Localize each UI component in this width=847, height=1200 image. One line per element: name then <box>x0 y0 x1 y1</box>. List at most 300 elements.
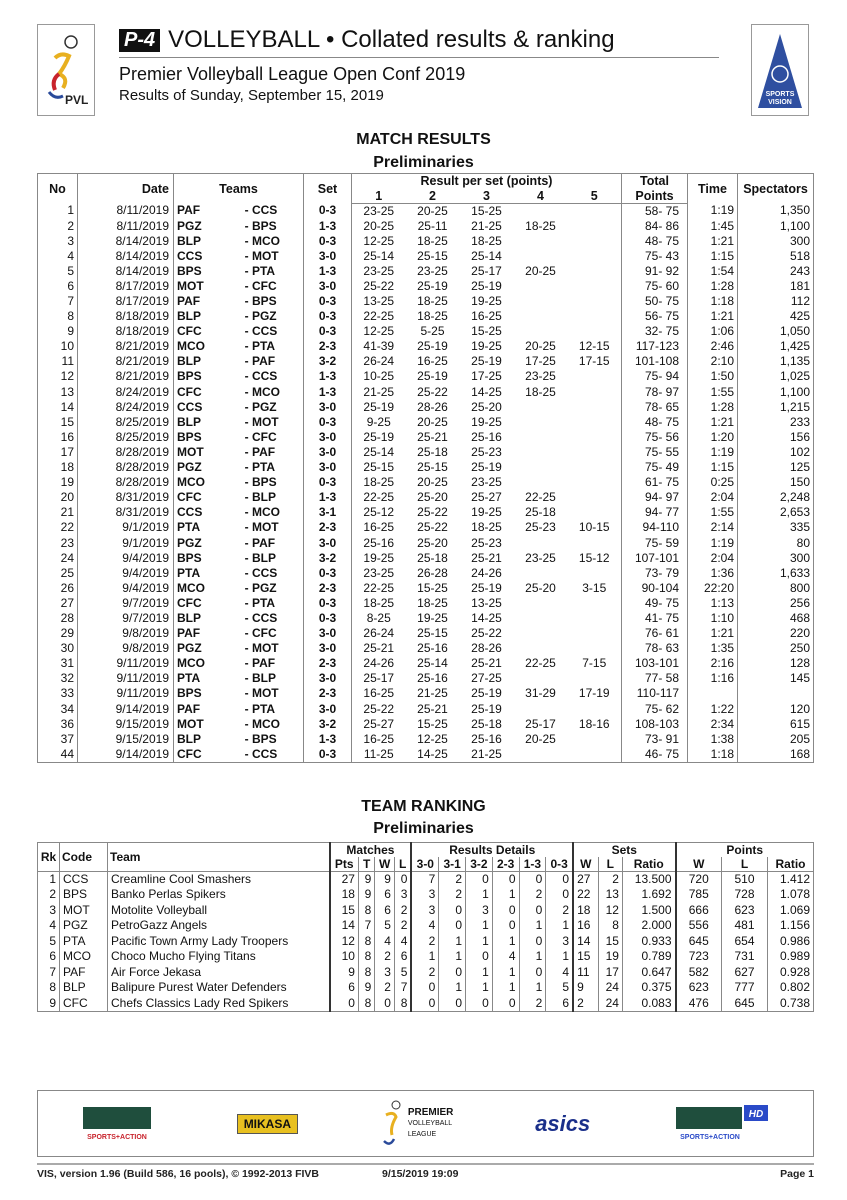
col-result-per-set: Result per set (points) <box>352 174 622 189</box>
set1: 25-21 <box>352 641 406 656</box>
match-date: 9/1/2019 <box>78 520 174 535</box>
set3: 18-25 <box>471 233 502 248</box>
points-ratio: 0.989 <box>768 949 814 965</box>
set2: 25-18 <box>417 444 448 459</box>
match-no: 11 <box>61 354 74 369</box>
total-points: 73- 91 <box>622 732 688 747</box>
sets-won: 16 <box>573 918 598 934</box>
match-time: 1:16 <box>688 671 738 686</box>
spectators: 1,100 <box>738 385 814 400</box>
spectators: 156 <box>738 430 814 445</box>
competition-name: Premier Volleyball League Open Conf 2019 <box>119 64 466 84</box>
match-no: 27 <box>60 595 74 610</box>
total-points: 76- 61 <box>622 626 688 641</box>
sets-ratio: 0.933 <box>622 934 675 950</box>
away-team: - CCS <box>244 610 278 625</box>
res-2-3: 1 <box>492 965 519 981</box>
points-won: 623 <box>676 980 722 996</box>
away-team: - BPS <box>244 218 277 233</box>
total-points: 78- 63 <box>622 641 688 656</box>
matches-lost: 0 <box>394 872 411 888</box>
points-ratio: 1.078 <box>768 887 814 903</box>
table-row <box>38 566 814 581</box>
away-team: - CCS <box>244 565 278 580</box>
set1: 22-25 <box>352 581 406 596</box>
res-3-2: 0 <box>466 872 493 888</box>
match-no: 26 <box>60 580 74 595</box>
set5 <box>568 566 622 581</box>
match-no: 24 <box>60 550 74 565</box>
spectators: 145 <box>738 671 814 686</box>
res-0-3: 2 <box>546 903 573 919</box>
team-code: PTA <box>60 934 108 950</box>
match-time: 1:18 <box>688 747 738 763</box>
asics-logo: asics <box>535 1110 591 1136</box>
away-team: - BPS <box>244 475 277 490</box>
set1: 25-15 <box>352 460 406 475</box>
set3: 19-25 <box>471 339 502 354</box>
set5 <box>568 309 622 324</box>
set1: 25-22 <box>352 702 406 717</box>
res-3-2: 0 <box>466 949 493 965</box>
match-no: 18 <box>60 460 74 475</box>
set1: 19-25 <box>352 551 406 566</box>
set3: 14-25 <box>471 610 502 625</box>
away-team: - BLP <box>244 550 276 565</box>
points-ratio: 0.738 <box>768 996 814 1012</box>
match-time: 1:50 <box>688 369 738 384</box>
away-team: - PAF <box>244 535 276 550</box>
set-score: 2-3 <box>304 520 352 535</box>
spectators: 1,050 <box>738 324 814 339</box>
set2: 12-25 <box>417 731 448 746</box>
match-date: 8/21/2019 <box>78 354 174 369</box>
set1: 16-25 <box>352 520 406 535</box>
matches-lost: 2 <box>394 918 411 934</box>
res-2-3: 0 <box>492 903 519 919</box>
team-name: Air Force Jekasa <box>108 965 330 981</box>
res-2-3: 1 <box>492 980 519 996</box>
set5 <box>568 460 622 475</box>
set-score: 1-3 <box>304 732 352 747</box>
match-no: 2 <box>67 218 74 233</box>
match-no: 8 <box>67 309 74 324</box>
points-lost: 623 <box>722 903 768 919</box>
set5 <box>568 611 622 626</box>
set4 <box>514 641 568 656</box>
set1: 23-25 <box>352 566 406 581</box>
total-points: 78- 65 <box>622 400 688 415</box>
total-points: 50- 75 <box>622 294 688 309</box>
set3: 25-19 <box>471 354 502 369</box>
set1: 26-24 <box>352 626 406 641</box>
match-no: 20 <box>60 490 74 505</box>
set2: 25-14 <box>417 656 448 671</box>
sets-ratio: 0.083 <box>622 996 675 1012</box>
match-time: 2:46 <box>688 339 738 354</box>
match-time: 1:06 <box>688 324 738 339</box>
match-date: 8/31/2019 <box>78 505 174 520</box>
set2: 25-22 <box>417 384 448 399</box>
spectators: 300 <box>738 551 814 566</box>
spectators: 468 <box>738 611 814 626</box>
match-date: 8/25/2019 <box>78 415 174 430</box>
match-no: 9 <box>67 324 74 339</box>
set-score: 3-0 <box>304 249 352 264</box>
ranking-row <box>38 918 814 934</box>
set4 <box>514 702 568 717</box>
team-code: BLP <box>60 980 108 996</box>
res-3-0: 7 <box>411 872 438 888</box>
match-no: 12 <box>60 369 74 384</box>
home-team: PTA <box>174 671 219 686</box>
col-no: No <box>49 181 66 196</box>
set5 <box>568 747 622 763</box>
set2: 25-21 <box>417 701 448 716</box>
home-team: BLP <box>174 611 219 626</box>
set5 <box>568 203 622 219</box>
away-team: - CCS <box>244 203 278 218</box>
points-lost: 731 <box>722 949 768 965</box>
match-no: 31 <box>60 656 74 671</box>
set1: 25-22 <box>352 279 406 294</box>
set3: 25-19 <box>471 460 502 475</box>
total-points: 73- 79 <box>622 566 688 581</box>
set-score: 0-3 <box>304 415 352 430</box>
rank: 4 <box>49 918 56 933</box>
set4 <box>514 324 568 339</box>
match-time: 1:19 <box>688 445 738 460</box>
spectators: 150 <box>738 475 814 490</box>
set-score: 3-0 <box>304 641 352 656</box>
set3: 25-19 <box>471 580 502 595</box>
set3: 25-20 <box>471 399 502 414</box>
set1: 26-24 <box>352 354 406 369</box>
spectators: 102 <box>738 445 814 460</box>
set2: 25-21 <box>417 429 448 444</box>
set2: 25-16 <box>417 671 448 686</box>
sets-won: 22 <box>573 887 598 903</box>
spectators: 1,215 <box>738 400 814 415</box>
res-3-0: 3 <box>411 903 438 919</box>
set-score: 0-3 <box>304 566 352 581</box>
spectators: 205 <box>738 732 814 747</box>
match-date: 9/4/2019 <box>78 566 174 581</box>
home-team: PAF <box>174 626 219 641</box>
rank: 6 <box>49 949 56 964</box>
page-number: Page 1 <box>780 1168 814 1180</box>
ranking-row <box>38 949 814 965</box>
table-row <box>38 309 814 324</box>
res-2-3: 4 <box>492 949 519 965</box>
set-score: 0-3 <box>304 596 352 611</box>
total-points: 75- 56 <box>622 430 688 445</box>
res-3-1: 1 <box>439 934 466 950</box>
set3: 25-27 <box>471 490 502 505</box>
set1: 18-25 <box>352 596 406 611</box>
match-time: 0:25 <box>688 475 738 490</box>
points-lost: 728 <box>722 887 768 903</box>
col-spectators: Spectators <box>738 174 814 204</box>
pvl-sponsor-logo: PREMIER VOLLEYBALL LEAGUE <box>380 1099 454 1149</box>
set-score: 3-0 <box>304 535 352 550</box>
away-team: - MOT <box>244 686 279 701</box>
table-row <box>38 641 814 656</box>
set4: 31-29 <box>525 686 556 701</box>
team-name: PetroGazz Angels <box>108 918 330 934</box>
sets-lost: 13 <box>598 887 622 903</box>
match-time: 1:22 <box>688 702 738 717</box>
away-team: - PTA <box>244 595 276 610</box>
sets-lost: 8 <box>598 918 622 934</box>
total-points: 48- 75 <box>622 234 688 249</box>
set5 <box>568 279 622 294</box>
set2: 16-25 <box>417 354 448 369</box>
points-lost: 645 <box>722 996 768 1012</box>
match-no: 13 <box>60 384 74 399</box>
points-lost: 481 <box>722 918 768 934</box>
res-2-3: 0 <box>492 872 519 888</box>
points-ratio: 0.802 <box>768 980 814 996</box>
set-score: 3-0 <box>304 460 352 475</box>
set4: 25-23 <box>525 520 556 535</box>
sets-ratio: 1.500 <box>622 903 675 919</box>
set5: 3-15 <box>582 580 607 595</box>
points-lost: 777 <box>722 980 768 996</box>
set5 <box>568 400 622 415</box>
home-team: BLP <box>174 415 219 430</box>
col-teams: Teams <box>174 174 304 204</box>
set4: 23-25 <box>525 369 556 384</box>
spectators: 800 <box>738 581 814 596</box>
spectators: 1,425 <box>738 339 814 354</box>
home-team: PGZ <box>174 219 219 234</box>
points-won: 476 <box>676 996 722 1012</box>
set2: 18-25 <box>417 595 448 610</box>
table-row <box>38 264 814 279</box>
total-points: 94- 97 <box>622 490 688 505</box>
res-3-2: 1 <box>466 965 493 981</box>
away-team: - CCS <box>244 324 278 339</box>
match-date: 8/24/2019 <box>78 385 174 400</box>
match-time: 1:55 <box>688 505 738 520</box>
match-time: 1:38 <box>688 732 738 747</box>
set2: 23-25 <box>417 263 448 278</box>
res-3-1: 1 <box>439 949 466 965</box>
set3: 25-18 <box>471 716 502 731</box>
total-points: 91- 92 <box>622 264 688 279</box>
res-3-0: 3 <box>411 887 438 903</box>
total-points: 110-117 <box>622 686 688 701</box>
away-team: - PTA <box>244 460 276 475</box>
table-row <box>38 475 814 490</box>
spectators: 615 <box>738 717 814 732</box>
home-team: MCO <box>174 581 219 596</box>
match-date: 9/15/2019 <box>78 732 174 747</box>
away-team: - MCO <box>244 233 280 248</box>
res-0-3: 0 <box>546 872 573 888</box>
set1: 11-25 <box>352 747 406 763</box>
home-team: CFC <box>174 596 219 611</box>
sets-lost: 17 <box>598 965 622 981</box>
set2: 25-20 <box>417 490 448 505</box>
set4 <box>514 309 568 324</box>
spectators: 425 <box>738 309 814 324</box>
sets-lost: 19 <box>598 949 622 965</box>
table-row <box>38 490 814 505</box>
points-won: 582 <box>676 965 722 981</box>
home-team: BLP <box>174 732 219 747</box>
set4 <box>514 294 568 309</box>
set2: 5-25 <box>420 324 445 339</box>
set-score: 0-3 <box>304 324 352 339</box>
set5 <box>568 415 622 430</box>
set5 <box>568 324 622 339</box>
set4 <box>514 475 568 490</box>
pvl-logo <box>37 24 95 116</box>
set1: 23-25 <box>352 203 406 219</box>
table-row <box>38 249 814 264</box>
set3: 28-26 <box>471 641 502 656</box>
matches-won: 6 <box>375 903 395 919</box>
set3: 14-25 <box>471 384 502 399</box>
points-lost: 627 <box>722 965 768 981</box>
away-team: - MOT <box>244 641 279 656</box>
set5 <box>568 249 622 264</box>
set1: 25-27 <box>352 717 406 732</box>
match-time: 1:15 <box>688 249 738 264</box>
home-team: PGZ <box>174 535 219 550</box>
match-time: 1:21 <box>688 309 738 324</box>
table-row <box>38 656 814 671</box>
set1: 16-25 <box>352 686 406 701</box>
match-date: 8/14/2019 <box>78 249 174 264</box>
away-team: - PTA <box>244 339 276 354</box>
match-time: 1:18 <box>688 294 738 309</box>
team-name: Pacific Town Army Lady Troopers <box>108 934 330 950</box>
away-team: - PGZ <box>244 399 277 414</box>
res-0-3: 4 <box>546 965 573 981</box>
match-no: 21 <box>60 505 74 520</box>
set2: 25-18 <box>417 550 448 565</box>
total-points: 75- 59 <box>622 535 688 550</box>
matches-lost: 4 <box>394 934 411 950</box>
spectators: 1,350 <box>738 203 814 219</box>
set3: 27-25 <box>471 671 502 686</box>
total-points: 90-104 <box>622 581 688 596</box>
spectators: 243 <box>738 264 814 279</box>
matches-won: 4 <box>375 934 395 950</box>
sets-won: 18 <box>573 903 598 919</box>
set2: 25-15 <box>417 460 448 475</box>
home-team: CFC <box>174 747 219 763</box>
total-points: 75- 55 <box>622 445 688 460</box>
set5 <box>568 490 622 505</box>
ranking-row <box>38 903 814 919</box>
total-points: 103-101 <box>622 656 688 671</box>
set3: 25-23 <box>471 444 502 459</box>
total-points: 58- 75 <box>622 203 688 219</box>
set2: 25-19 <box>417 339 448 354</box>
spectators: 300 <box>738 234 814 249</box>
match-date: 8/21/2019 <box>78 339 174 354</box>
res-0-3: 1 <box>546 949 573 965</box>
set-score: 2-3 <box>304 656 352 671</box>
away-team: - PTA <box>244 263 276 278</box>
results-date: Results of Sunday, September 15, 2019 <box>119 87 384 104</box>
points-won: 556 <box>676 918 722 934</box>
set-score: 1-3 <box>304 219 352 234</box>
matches-total: 8 <box>358 965 374 981</box>
set-score: 1-3 <box>304 369 352 384</box>
table-row <box>38 551 814 566</box>
set3: 25-22 <box>471 626 502 641</box>
match-no: 3 <box>67 233 74 248</box>
set4 <box>514 611 568 626</box>
total-points: 78- 97 <box>622 385 688 400</box>
away-team: - BPS <box>244 731 277 746</box>
set-score: 3-2 <box>304 354 352 369</box>
set4: 20-25 <box>525 731 556 746</box>
matches-lost: 8 <box>394 996 411 1012</box>
set4: 23-25 <box>525 550 556 565</box>
set-score: 0-3 <box>304 309 352 324</box>
match-date: 8/11/2019 <box>78 219 174 234</box>
table-row <box>38 671 814 686</box>
table-row <box>38 505 814 520</box>
set5: 17-19 <box>578 686 610 701</box>
match-date: 9/14/2019 <box>78 747 174 763</box>
set3: 16-25 <box>471 309 502 324</box>
set-score: 3-0 <box>304 430 352 445</box>
away-team: - PAF <box>244 444 276 459</box>
spectators: 1,100 <box>738 219 814 234</box>
set5 <box>568 626 622 641</box>
mikasa-logo: MIKASA <box>237 1114 298 1134</box>
match-time: 22:20 <box>688 581 738 596</box>
ranking-row <box>38 996 814 1012</box>
match-points: 12 <box>330 934 359 950</box>
set-score: 2-3 <box>304 581 352 596</box>
match-date: 9/14/2019 <box>78 702 174 717</box>
matches-won: 2 <box>375 949 395 965</box>
match-time: 2:04 <box>688 551 738 566</box>
res-3-2: 1 <box>466 980 493 996</box>
set1: 22-25 <box>352 490 406 505</box>
set-score: 3-0 <box>304 702 352 717</box>
res-2-3: 1 <box>492 934 519 950</box>
away-team: - PAF <box>244 354 276 369</box>
sports-vision-logo <box>751 24 809 116</box>
sets-ratio: 13.500 <box>622 872 675 888</box>
set3: 23-25 <box>471 475 502 490</box>
set2: 25-15 <box>417 626 448 641</box>
set4: 20-25 <box>525 263 556 278</box>
table-row <box>38 234 814 249</box>
points-ratio: 1.412 <box>768 872 814 888</box>
total-points: 75- 62 <box>622 702 688 717</box>
table-row <box>38 339 814 354</box>
match-time: 2:04 <box>688 490 738 505</box>
res-3-2: 1 <box>466 918 493 934</box>
set5: 18-16 <box>578 716 610 731</box>
total-points: 107-101 <box>622 551 688 566</box>
home-team: PAF <box>174 203 219 219</box>
home-team: CCS <box>174 505 219 520</box>
match-time: 1:10 <box>688 611 738 626</box>
match-no: 37 <box>60 731 74 746</box>
total-points: 108-103 <box>622 717 688 732</box>
